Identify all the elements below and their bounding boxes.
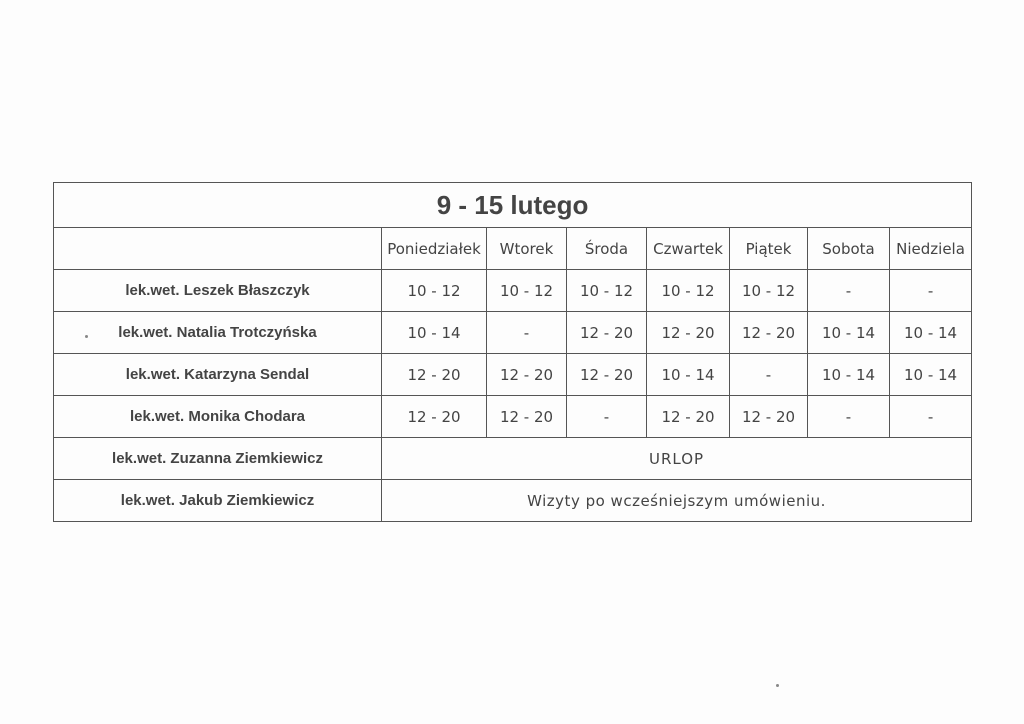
hours-cell: 12 - 20 xyxy=(382,396,487,438)
hours-cell: - xyxy=(890,270,972,312)
hours-cell: 12 - 20 xyxy=(487,396,567,438)
hours-cell: 10 - 14 xyxy=(890,312,972,354)
hours-cell: - xyxy=(567,396,647,438)
day-header: Niedziela xyxy=(890,228,972,270)
hours-cell: 10 - 12 xyxy=(487,270,567,312)
weekday-header-row xyxy=(54,228,972,270)
hours-cell: 10 - 14 xyxy=(647,354,730,396)
hours-cell: 10 - 14 xyxy=(808,312,890,354)
doctor-row xyxy=(54,354,972,396)
doctor-row xyxy=(54,438,972,480)
appointment-note: Wizyty po wcześniejszym umówieniu. xyxy=(382,480,972,522)
day-header: Środa xyxy=(567,228,647,270)
schedule-table xyxy=(53,182,972,522)
hours-cell: 12 - 20 xyxy=(730,312,808,354)
hours-cell: 10 - 12 xyxy=(730,270,808,312)
hours-cell: - xyxy=(730,354,808,396)
doctor-name: lek.wet. Natalia Trotczyńska xyxy=(54,312,382,354)
doctor-row xyxy=(54,312,972,354)
schedule-title-cell xyxy=(54,183,972,228)
hours-cell: - xyxy=(890,396,972,438)
doctor-row xyxy=(54,480,972,522)
hours-cell: 10 - 12 xyxy=(382,270,487,312)
hours-cell: 10 - 14 xyxy=(890,354,972,396)
day-header: Czwartek xyxy=(647,228,730,270)
hours-cell: - xyxy=(808,396,890,438)
hours-cell: 10 - 14 xyxy=(808,354,890,396)
day-header: Poniedziałek xyxy=(382,228,487,270)
hours-cell: 10 - 12 xyxy=(567,270,647,312)
hours-cell: 12 - 20 xyxy=(567,354,647,396)
doctor-row xyxy=(54,396,972,438)
hours-cell: 12 - 20 xyxy=(382,354,487,396)
hours-cell: 12 - 20 xyxy=(730,396,808,438)
doctor-name: lek.wet. Zuzanna Ziemkiewicz xyxy=(54,438,382,480)
hours-cell: 12 - 20 xyxy=(647,312,730,354)
doctor-name: lek.wet. Monika Chodara xyxy=(54,396,382,438)
day-header: Piątek xyxy=(730,228,808,270)
day-header: Wtorek xyxy=(487,228,567,270)
doctor-name: lek.wet. Jakub Ziemkiewicz xyxy=(54,480,382,522)
hours-cell: 12 - 20 xyxy=(487,354,567,396)
day-header: Sobota xyxy=(808,228,890,270)
scan-speck xyxy=(776,684,779,687)
hours-cell: 10 - 12 xyxy=(647,270,730,312)
doctor-row xyxy=(54,270,972,312)
hours-cell: 12 - 20 xyxy=(567,312,647,354)
leave-note: URLOP xyxy=(382,438,972,480)
doctor-name: lek.wet. Leszek Błaszczyk xyxy=(54,270,382,312)
title-row xyxy=(54,183,972,228)
schedule-title: 9 - 15 lutego xyxy=(436,189,589,220)
corner-cell xyxy=(54,228,382,270)
hours-cell: 10 - 14 xyxy=(382,312,487,354)
hours-cell: 12 - 20 xyxy=(647,396,730,438)
doctor-name: lek.wet. Katarzyna Sendal xyxy=(54,354,382,396)
hours-cell: - xyxy=(808,270,890,312)
hours-cell: - xyxy=(487,312,567,354)
